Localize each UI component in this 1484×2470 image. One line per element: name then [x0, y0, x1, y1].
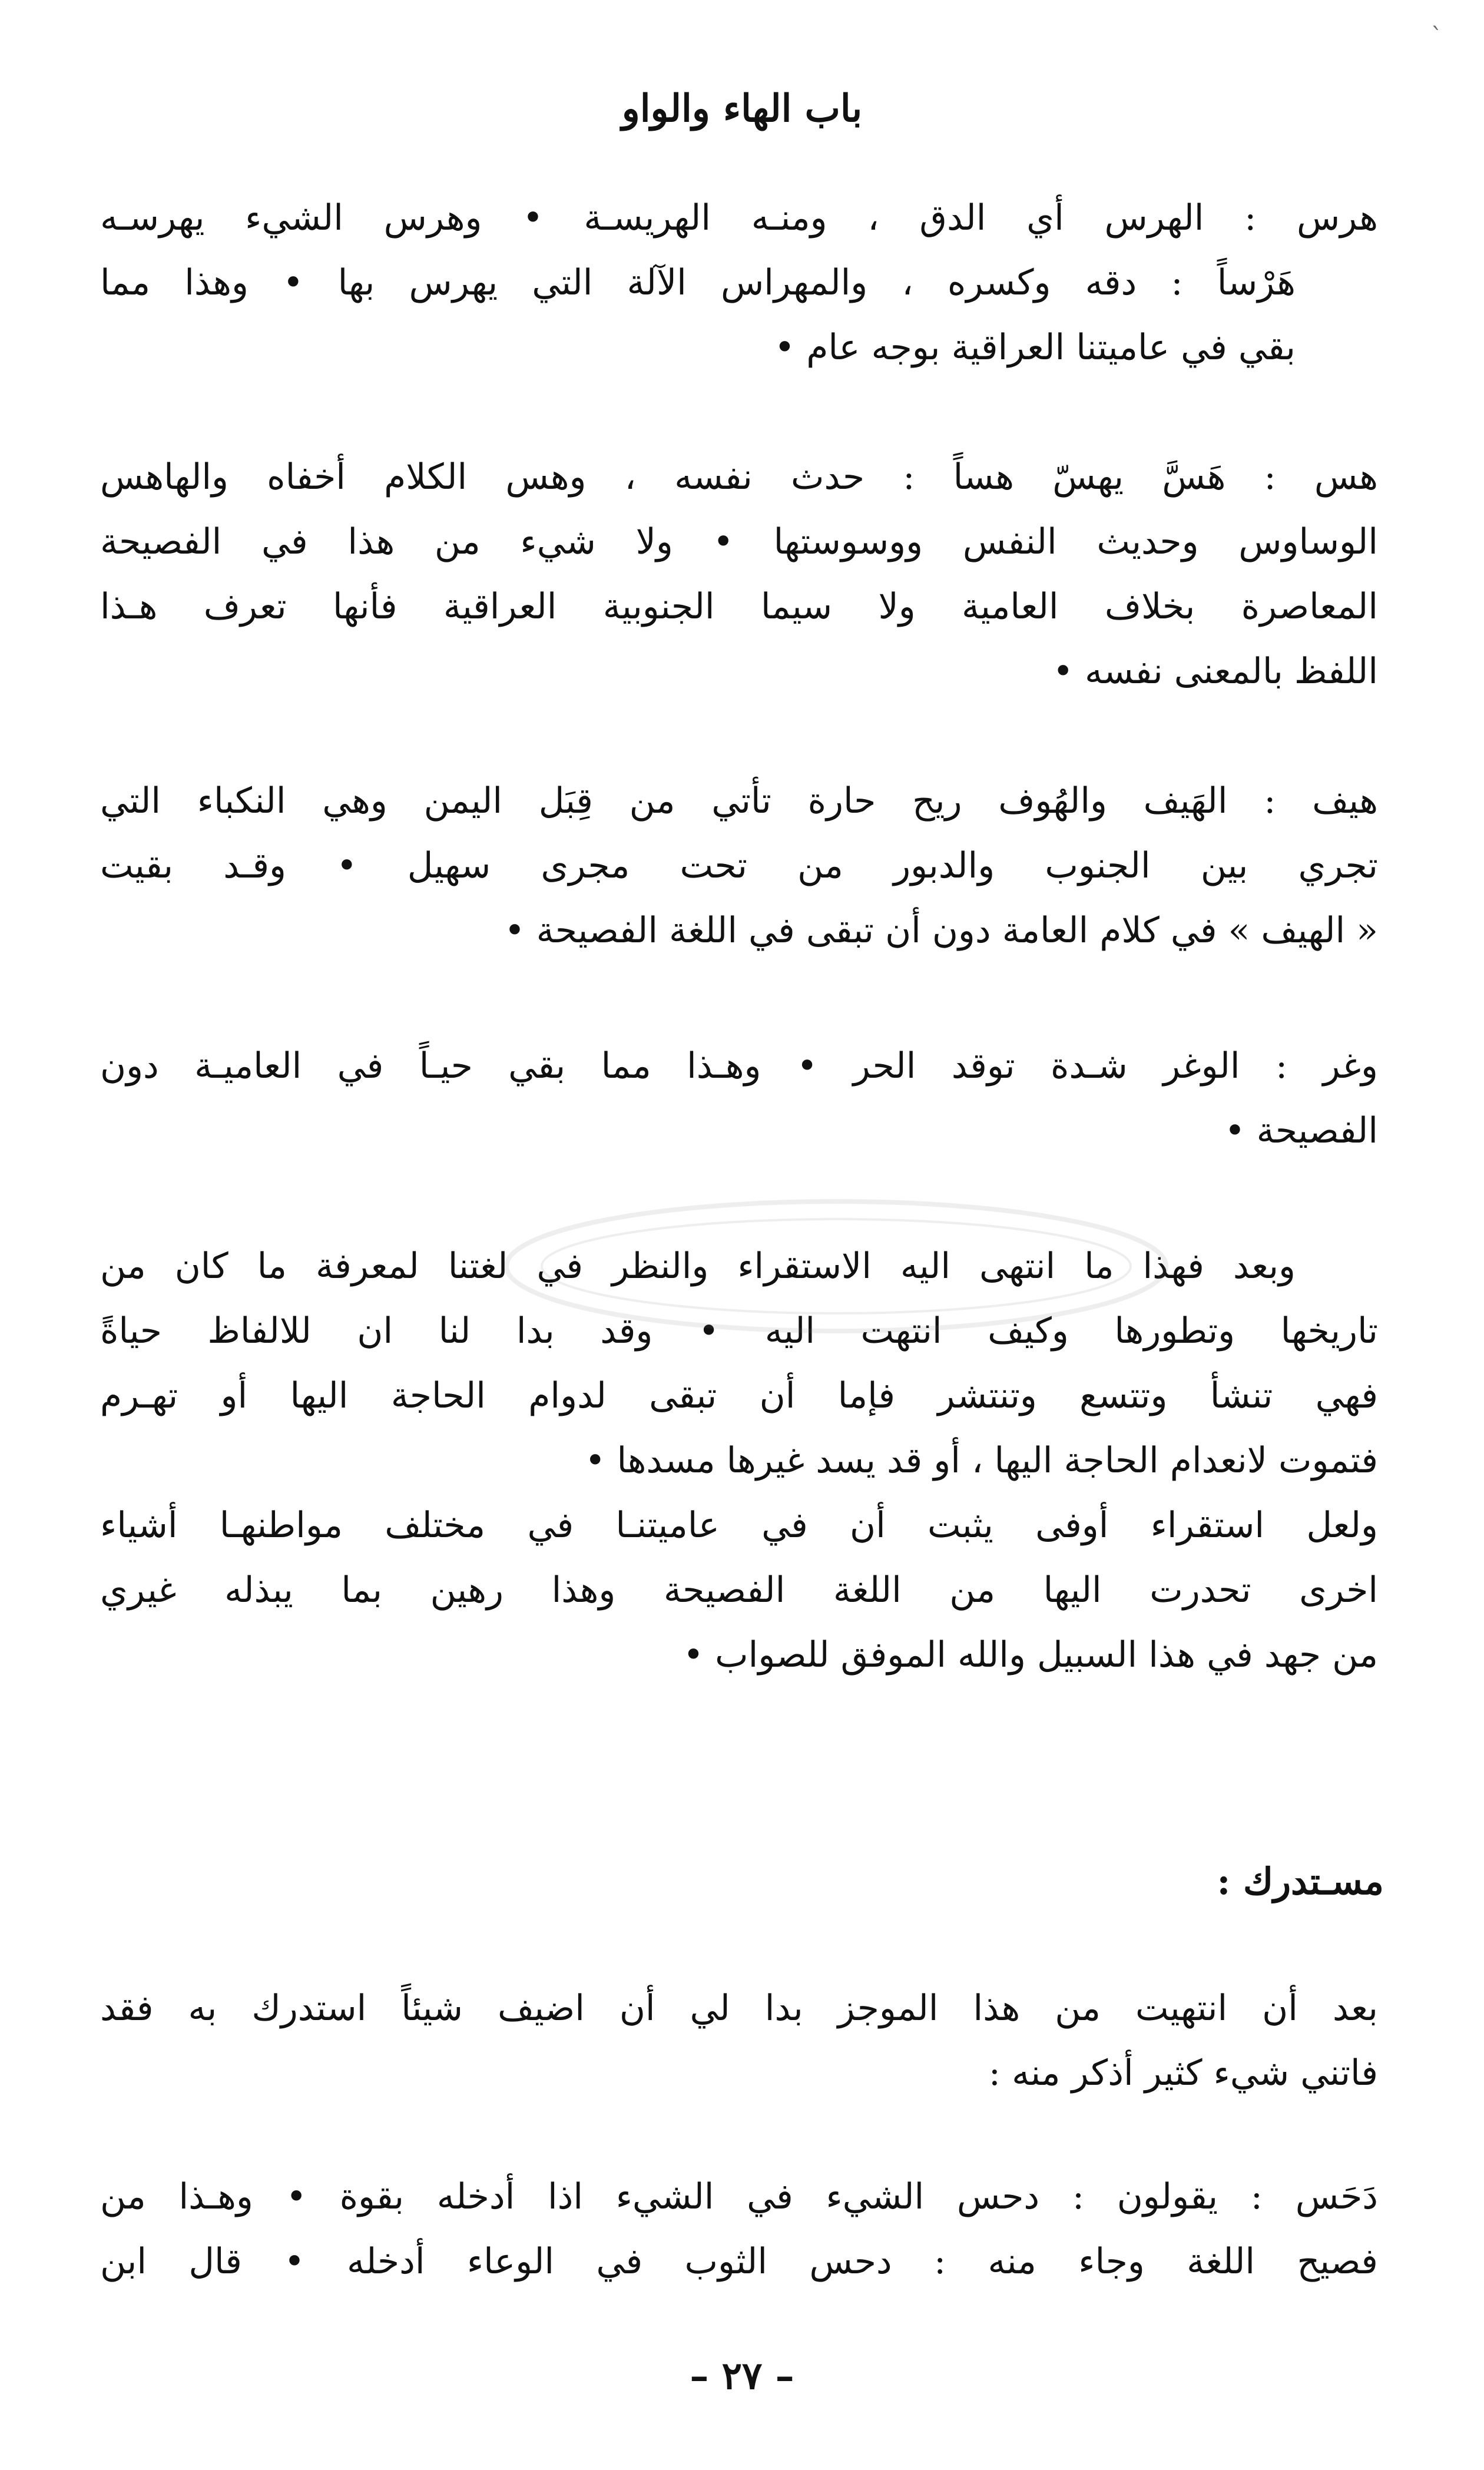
body-line: بقي في عاميتنا العراقية بوجه عام •: [774, 327, 1296, 368]
body-line: الوساوس وحديث النفس ووسوستها • ولا شيء من هذا في الفصيحة: [100, 521, 1378, 562]
body-line: فصيح اللغة وجاء منه : دحس الثوب في الوعاء أدخله • قال ابن: [100, 2241, 1378, 2282]
body-line: « الهيف » في كلام العامة دون أن تبقى في اللغة الفصيحة •: [504, 910, 1378, 951]
body-line: فاتني شيء كثير أذكر منه :: [988, 2052, 1378, 2094]
body-line: فتموت لانعدام الحاجة اليها ، أو قد يسد غيرها مسدها •: [585, 1440, 1378, 1481]
body-line: اللفظ بالمعنى نفسه •: [1052, 651, 1378, 692]
body-line: دَحَس : يقولون : دحس الشيء في الشيء اذا أدخله بقوة • وهـذا من: [100, 2176, 1378, 2217]
body-line: تجري بين الجنوب والدبور من تحت مجرى سهيل • وقـد بقيت: [100, 845, 1378, 886]
body-line: وغر : الوغر شـدة توقد الحر • وهـذا مما بقي حيـاً في العاميـة دون: [100, 1045, 1378, 1087]
body-line: ولعل استقراء أوفى يثبت أن في عاميتنـا في مختلف مواطنهـا أشياء: [100, 1505, 1378, 1546]
body-line: فهي تنشأ وتتسع وتنتشر فإما أن تبقى لدوام الحاجة اليها أو تهـرم: [100, 1375, 1378, 1416]
body-line: هَرْساً : دقه وكسره ، والمهراس الآلة التي يهرس بها • وهذا مما: [100, 262, 1296, 303]
body-line: هرس : الهرس أي الدق ، ومنـه الهريسـة • وهرس الشيء يهرسـه: [100, 197, 1378, 239]
margin-mark-icon: ˋ: [1431, 24, 1443, 51]
body-line: بعد أن انتهيت من هذا الموجز بدا لي أن اضيف شيئاً استدرك به فقد: [100, 1988, 1378, 2029]
section-heading: مسـتدرك :: [1217, 1860, 1384, 1903]
body-line: الفصيحة •: [1224, 1110, 1378, 1151]
page-title: باب الهاء والواو: [621, 87, 863, 131]
body-line: هيف : الهَيف والهُوف ريح حارة تأتي من قِبَل اليمن وهي النكباء التي: [100, 780, 1378, 822]
body-line: وبعد فهذا ما انتهى اليه الاستقراء والنظر في لغتنا لمعرفة ما كان من: [100, 1246, 1296, 1287]
body-line: من جهد في هذا السبيل والله الموفق للصواب •: [683, 1634, 1378, 1676]
body-line: اخرى تحدرت اليها من اللغة الفصيحة وهذا رهين بما يبذله غيري: [100, 1570, 1378, 1611]
body-line: المعاصرة بخلاف العامية ولا سيما الجنوبية العراقية فأنها تعرف هـذا: [100, 586, 1378, 627]
body-line: تاريخها وتطورها وكيف انتهت اليه • وقد بدا لنا ان للالفاظ حياةً: [100, 1310, 1378, 1352]
body-line: هس : هَسَّ يهسّ هساً : حدث نفسه ، وهس الكلام أخفاه والهاهس: [100, 456, 1378, 498]
page-number: – ٢٧ –: [690, 2354, 794, 2398]
